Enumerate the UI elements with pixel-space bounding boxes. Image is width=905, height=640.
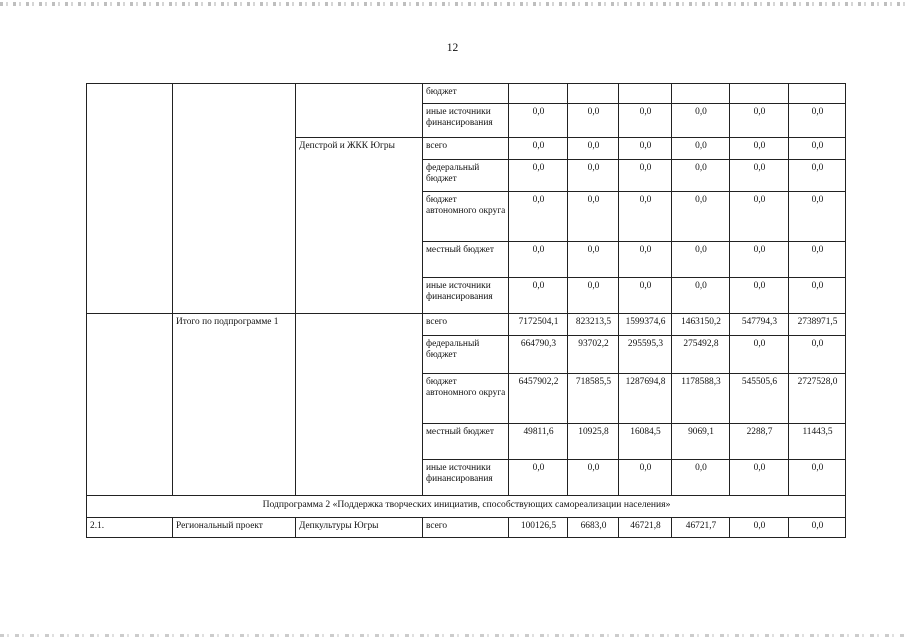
value-cell: 0,0 [568,104,619,138]
source-cell: бюджет [423,84,509,104]
table-row [87,84,846,104]
value-cell: 46721,7 [672,518,730,538]
source-cell: иные источники финансирования [423,460,509,496]
value-cell: 11443,5 [789,424,846,460]
value-cell: 0,0 [789,160,846,192]
value-cell: 0,0 [789,460,846,496]
executor-cell [296,84,423,138]
value-cell: 0,0 [619,192,672,242]
value-cell: 0,0 [789,336,846,374]
scan-noise-top [0,2,905,6]
value-cell: 0,0 [672,104,730,138]
value-cell: 6457902,2 [509,374,568,424]
value-cell [619,84,672,104]
row-number-cell [87,84,173,314]
value-cell: 2727528,0 [789,374,846,424]
table-row [87,518,846,538]
value-cell [568,84,619,104]
source-cell: федеральный бюджет [423,336,509,374]
value-cell: 823213,5 [568,314,619,336]
value-cell: 0,0 [509,242,568,278]
value-cell: 0,0 [730,460,789,496]
value-cell: 0,0 [619,160,672,192]
value-cell: 0,0 [730,138,789,160]
value-cell: 0,0 [789,242,846,278]
value-cell: 0,0 [568,192,619,242]
table-row [87,314,846,336]
value-cell: 0,0 [509,192,568,242]
source-cell: всего [423,138,509,160]
value-cell: 0,0 [672,138,730,160]
row-number-cell: 2.1. [87,518,173,538]
value-cell: 0,0 [509,104,568,138]
source-cell: всего [423,314,509,336]
value-cell: 0,0 [789,104,846,138]
value-cell: 0,0 [509,460,568,496]
value-cell [509,84,568,104]
budget-table [86,83,846,538]
value-cell: 0,0 [509,278,568,314]
value-cell: 0,0 [619,460,672,496]
value-cell: 1463150,2 [672,314,730,336]
executor-cell: Депстрой и ЖКК Югры [296,138,423,314]
value-cell: 0,0 [672,242,730,278]
source-cell: бюджет автономного округа [423,374,509,424]
value-cell: 275492,8 [672,336,730,374]
value-cell: 0,0 [619,104,672,138]
value-cell: 0,0 [730,192,789,242]
value-cell: 0,0 [730,336,789,374]
source-cell: местный бюджет [423,242,509,278]
value-cell: 0,0 [730,104,789,138]
value-cell: 2738971,5 [789,314,846,336]
executor-cell: Депкультуры Югры [296,518,423,538]
row-number-cell [87,314,173,496]
value-cell: 0,0 [619,242,672,278]
value-cell: 0,0 [619,138,672,160]
value-cell: 93702,2 [568,336,619,374]
event-name-cell: Региональный проект [173,518,296,538]
value-cell: 0,0 [568,460,619,496]
section-row [87,496,846,518]
value-cell: 0,0 [789,518,846,538]
value-cell: 547794,3 [730,314,789,336]
value-cell: 0,0 [789,278,846,314]
value-cell: 0,0 [789,192,846,242]
value-cell: 0,0 [672,160,730,192]
event-name-cell [173,84,296,314]
value-cell: 0,0 [568,160,619,192]
value-cell: 2288,7 [730,424,789,460]
value-cell: 6683,0 [568,518,619,538]
value-cell: 0,0 [789,138,846,160]
value-cell: 0,0 [730,278,789,314]
value-cell: 0,0 [568,138,619,160]
value-cell: 7172504,1 [509,314,568,336]
executor-cell [296,314,423,496]
value-cell: 1599374,6 [619,314,672,336]
value-cell: 0,0 [730,242,789,278]
source-cell: бюджет автономного округа [423,192,509,242]
value-cell: 0,0 [619,278,672,314]
value-cell: 295595,3 [619,336,672,374]
value-cell: 0,0 [672,192,730,242]
value-cell [789,84,846,104]
source-cell: местный бюджет [423,424,509,460]
value-cell: 0,0 [568,278,619,314]
section-title: Подпрограмма 2 «Поддержка творческих инициатив, способствующих самореализации населения» [87,496,846,518]
value-cell: 46721,8 [619,518,672,538]
value-cell: 0,0 [672,278,730,314]
scan-noise-bottom [0,634,905,637]
value-cell: 0,0 [509,138,568,160]
value-cell: 1287694,8 [619,374,672,424]
value-cell: 0,0 [672,460,730,496]
value-cell: 49811,6 [509,424,568,460]
value-cell: 16084,5 [619,424,672,460]
source-cell: федеральный бюджет [423,160,509,192]
source-cell: иные источники финансирования [423,104,509,138]
value-cell: 9069,1 [672,424,730,460]
page-number: 12 [446,42,459,54]
source-cell: всего [423,518,509,538]
value-cell: 0,0 [568,242,619,278]
value-cell: 718585,5 [568,374,619,424]
value-cell: 10925,8 [568,424,619,460]
source-cell: иные источники финансирования [423,278,509,314]
value-cell [730,84,789,104]
value-cell: 0,0 [730,160,789,192]
value-cell: 100126,5 [509,518,568,538]
value-cell [672,84,730,104]
value-cell: 0,0 [509,160,568,192]
subtotal-name-cell: Итого по подпрограмме 1 [173,314,296,496]
value-cell: 545505,6 [730,374,789,424]
value-cell: 664790,3 [509,336,568,374]
value-cell: 0,0 [730,518,789,538]
value-cell: 1178588,3 [672,374,730,424]
